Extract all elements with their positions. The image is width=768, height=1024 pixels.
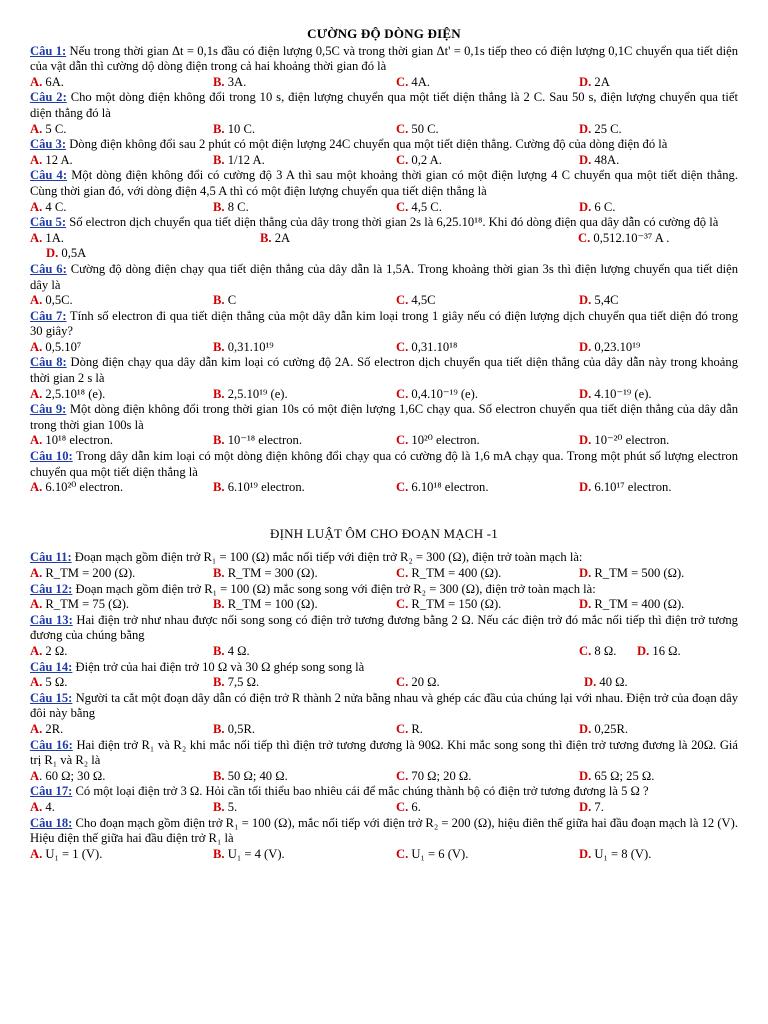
question — [30, 215, 738, 231]
option-letter: D. — [579, 566, 592, 580]
option-letter: C. — [396, 121, 409, 136]
answer-option — [213, 200, 396, 216]
answer-option — [396, 433, 579, 449]
option-letter: C. — [396, 566, 409, 580]
option-text: 3A. — [227, 74, 247, 89]
option-letter: A. — [30, 643, 43, 658]
option-text: 10 C. — [227, 121, 256, 136]
option-text: 10⁻¹⁸ electron. — [227, 433, 302, 448]
question — [30, 816, 738, 847]
answer-option — [396, 340, 579, 356]
answer-option — [579, 340, 640, 356]
question-text: Hai điện trở như nhau được nối song song có điện trở tương đương bằng 2 Ω. Nếu các điện trở đó mắc nối tiếp thì điện trở tương đương của chúng bằng — [30, 612, 738, 643]
option-letter: B. — [213, 152, 225, 167]
answer-option — [260, 231, 578, 247]
question-text: Một dòng điện không đổi có cường độ 3 A thì sau một khoảng thời gian có một điện lượng 4 C chuyển qua một tiết diện thẳng. Cùng thời gian đó, với dòng điện 4,5 A thì có một điện lượng chuyển qua tiết diện thẳng là — [30, 168, 738, 198]
question-number: Câu 17: — [30, 784, 73, 799]
answer-option — [396, 566, 579, 582]
question — [30, 90, 738, 121]
option-letter: D. — [579, 199, 592, 214]
question — [30, 137, 738, 153]
option-letter: B. — [213, 121, 225, 136]
question — [30, 309, 738, 340]
answer-option — [213, 597, 396, 613]
option-text: 0,2 A. — [411, 152, 442, 167]
option-letter: D. — [579, 293, 592, 308]
question-text: Dòng điện không đổi sau 2 phút có một điện lượng 24C chuyển qua một tiết diện thẳng. Cường độ của dòng điện đó là — [69, 137, 668, 152]
option-text: 50 C. — [411, 121, 439, 136]
question-number: Câu 1: — [30, 43, 67, 58]
answer-option — [396, 722, 579, 738]
answer-option — [30, 566, 213, 582]
option-letter: A. — [30, 386, 43, 401]
answer-option — [579, 566, 684, 582]
option-text: 0,5C. — [45, 293, 73, 308]
answer-option — [637, 644, 681, 660]
option-text: R_TM = 400 (Ω). — [411, 566, 502, 580]
question-number: Câu 13: — [30, 612, 73, 627]
option-text: 4.10⁻¹⁹ (e). — [594, 386, 652, 401]
answer-option — [579, 847, 651, 863]
answer-options — [30, 722, 738, 738]
option-text: 4 Ω. — [227, 643, 250, 658]
answer-option — [30, 231, 260, 247]
option-letter: A. — [30, 799, 43, 814]
option-text: 8 C. — [227, 199, 249, 214]
answer-option — [30, 433, 213, 449]
question-text: Hai điện trở R₁ và R₂ khi mắc nối tiếp thì điện trở tương đương là 90Ω. Khi mắc song song thì điện trở tương đương là 20Ω. Giá trị R₁ và R₂ là — [30, 737, 739, 768]
option-letter: C. — [396, 675, 409, 690]
answer-option — [396, 200, 579, 216]
question-text: Nếu trong thời gian Δt = 0,1s đầu có điện lượng 0,5C và trong thời gian Δt' = 0,1s tiếp theo có điện lượng 0,1C chuyển qua tiết diện của vật dẫn thì cường dộ dòng điện trong cả hai khoảng thời gian đó là — [30, 43, 738, 74]
option-text: U₁ = 1 (V). — [45, 846, 103, 861]
question — [30, 691, 738, 722]
option-text: 4A. — [411, 74, 430, 89]
option-text: 70 Ω; 20 Ω. — [411, 768, 472, 783]
option-text: 4,5C — [411, 293, 436, 308]
option-text: 10¹⁸ electron. — [45, 433, 114, 448]
answer-option — [30, 722, 213, 738]
answer-options — [30, 800, 738, 816]
answer-option — [584, 675, 628, 691]
question-text: Trong dây dẫn kim loại có một dòng điện không đổi chạy qua có cường độ là 1,6 mA chạy qua. Trong một phút số lượng electron chuyển qua một tiết diện thẳng là — [30, 449, 739, 479]
option-text: 2A — [274, 230, 291, 245]
answer-option — [579, 153, 619, 169]
option-text: 0,31.10¹⁸ — [411, 339, 458, 354]
answer-option — [578, 231, 669, 247]
answer-option — [213, 722, 396, 738]
question-text: Cường độ dòng điện chạy qua tiết diện thẳng của dây dẫn là 1,5A. Trong khoảng thời gian 3s thì điện lượng chuyển qua tiết diện dây là — [30, 261, 738, 292]
option-text: 12 A. — [45, 152, 73, 167]
answer-option — [396, 597, 579, 613]
option-text: 25 C. — [594, 121, 622, 136]
answer-options — [30, 340, 738, 356]
option-text: 0,5A — [61, 246, 87, 261]
option-text: 6.10¹⁹ electron. — [227, 480, 305, 495]
option-text: . 60 Ω; 30 Ω. — [39, 768, 106, 783]
answer-options — [30, 231, 738, 247]
option-text: 4. — [45, 799, 55, 814]
option-letter: C. — [396, 433, 409, 448]
option-text: R_TM = 400 (Ω). — [594, 597, 685, 612]
option-letter: D. — [579, 386, 592, 401]
question — [30, 262, 738, 293]
option-letter: A. — [30, 675, 43, 690]
option-text: R_TM = 200 (Ω). — [45, 566, 136, 580]
option-text: 6.10¹⁸ electron. — [411, 480, 489, 495]
answer-option — [579, 75, 610, 91]
option-text: 48A. — [594, 152, 620, 167]
answer-option — [396, 675, 584, 691]
option-letter: B. — [213, 566, 225, 580]
option-letter: B. — [213, 675, 225, 690]
option-letter: B. — [213, 597, 225, 612]
option-letter: A — [30, 768, 40, 783]
section-title: CƯỜNG ĐỘ DÒNG ĐIỆN — [307, 26, 461, 41]
answer-options — [30, 153, 738, 169]
option-letter: B. — [213, 386, 225, 401]
question — [30, 660, 738, 676]
question-number: Câu 6: — [30, 261, 67, 276]
question-text: Tính số electron đi qua tiết diện thẳng của một dây dẫn kim loại trong 1 giây nếu có điện lượng dịch chuyển qua tiết diện đó trong 30 giây? — [30, 308, 738, 339]
option-letter: A. — [30, 480, 43, 495]
answer-option — [213, 387, 396, 403]
answer-option — [213, 293, 396, 309]
answer-option — [579, 644, 637, 660]
option-text: 6.10¹⁷ electron. — [594, 480, 672, 495]
option-text: 40 Ω. — [599, 675, 628, 690]
option-letter: B. — [213, 721, 225, 736]
option-text: 7,5 Ω. — [227, 675, 260, 690]
option-text: 1A. — [45, 230, 64, 245]
answer-option — [213, 566, 396, 582]
question — [30, 168, 738, 199]
option-letter: C. — [396, 152, 409, 167]
answer-option — [579, 122, 622, 138]
option-text: R_TM = 500 (Ω). — [594, 566, 685, 580]
answer-option — [579, 433, 669, 449]
option-text: 6A. — [45, 74, 64, 89]
question-number: Câu 16: — [30, 737, 73, 752]
answer-option — [396, 769, 579, 785]
answer-option — [213, 433, 396, 449]
question — [30, 738, 738, 769]
option-text: 10⁻²⁰ electron. — [594, 433, 670, 448]
answer-options — [30, 769, 738, 785]
option-letter: C. — [396, 293, 409, 308]
question-number: Câu 11: — [30, 550, 72, 565]
option-letter: D. — [579, 339, 592, 354]
answer-option — [213, 75, 396, 91]
question — [30, 784, 738, 800]
question-text: Dòng điện chạy qua dây dẫn kim loại có cường độ 2A. Số electron dịch chuyển qua tiết diện thẳng của dây dẫn này trong khoảng thời gian 2 s là — [30, 355, 738, 386]
option-letter: B. — [213, 74, 225, 89]
question-text: Cho một dòng điện không đổi trong 10 s, điện lượng chuyển qua một tiết diện thẳng là 2 C. Sau 50 s, điện lượng chuyển qua tiết diện thẳng đó là — [30, 90, 738, 120]
option-letter: D. — [579, 721, 592, 736]
answer-options — [30, 387, 738, 403]
option-letter: C. — [396, 846, 409, 861]
answer-options — [30, 433, 738, 449]
question-text: Đoạn mạch gồm điện trở R₁ = 100 (Ω) mắc song song với điện trở R₂ = 300 (Ω), điện trở toàn mạch là: — [75, 581, 596, 596]
answer-option — [396, 847, 579, 863]
answer-option — [579, 200, 615, 216]
option-letter: B. — [260, 230, 272, 245]
answer-options — [30, 293, 738, 309]
question-number: Câu 15: — [30, 690, 73, 705]
question-text: Người ta cắt một đoạn dây dẫn có điện trở R thành 2 nửa bằng nhau và ghép các đầu của chúng lại với nhau. Điện trở của đoạn dây đôi này bằng — [30, 690, 738, 721]
question-text: Điện trở của hai điện trở 10 Ω và 30 Ω ghép song song là — [75, 659, 365, 674]
option-text: 5. — [227, 799, 238, 814]
question-number: Câu 9: — [30, 402, 67, 417]
option-letter: A. — [30, 230, 43, 245]
option-text: U₁ = 8 (V). — [594, 846, 652, 861]
answer-option — [396, 800, 579, 816]
option-text: 0,25R. — [594, 721, 628, 736]
answer-options — [30, 644, 738, 660]
option-letter: A. — [30, 339, 43, 354]
answer-option — [213, 153, 396, 169]
answer-option — [30, 293, 213, 309]
answer-option — [579, 597, 684, 613]
option-letter: C. — [396, 768, 409, 783]
answer-option — [213, 769, 396, 785]
option-letter: A. — [30, 152, 43, 167]
answer-option — [396, 480, 579, 496]
option-letter: B. — [213, 199, 225, 214]
option-text: 0,5.10⁷ — [45, 339, 82, 354]
option-letter: B. — [213, 339, 225, 354]
answer-options — [30, 75, 738, 91]
option-text: R_TM = 300 (Ω). — [227, 566, 318, 580]
answer-option — [396, 293, 579, 309]
option-text: R. — [411, 721, 423, 736]
answer-options — [30, 200, 738, 216]
question-number: Câu 8: — [30, 355, 67, 370]
option-text: 5 C. — [45, 121, 67, 136]
option-text: 16 Ω. — [652, 643, 681, 658]
option-letter: A. — [30, 121, 43, 136]
question — [30, 550, 738, 566]
question — [30, 402, 738, 433]
option-text: 8 Ω. — [594, 643, 617, 658]
option-letter: B. — [213, 768, 225, 783]
option-text: 2A — [594, 74, 610, 89]
answer-option — [213, 800, 396, 816]
option-text: 1/12 A. — [227, 152, 265, 167]
answer-option — [30, 387, 213, 403]
answer-options — [30, 597, 738, 613]
option-letter: D. — [579, 846, 592, 861]
option-letter: B. — [213, 293, 225, 308]
option-text: 6. — [411, 799, 421, 814]
question-number: Câu 2: — [30, 90, 67, 105]
option-letter: C. — [396, 597, 409, 612]
option-letter: A. — [30, 566, 43, 580]
answer-option — [396, 387, 579, 403]
option-letter: A. — [30, 199, 43, 214]
answer-option — [396, 153, 579, 169]
option-text: 10²⁰ electron. — [411, 433, 480, 448]
answer-option — [30, 75, 213, 91]
option-text: 65 Ω; 25 Ω. — [594, 768, 655, 783]
option-text: 0,512.10⁻³⁷ A . — [593, 230, 670, 245]
option-text: U₁ = 4 (V). — [227, 846, 285, 861]
option-letter: C. — [396, 74, 409, 89]
option-text: 4 C. — [45, 199, 67, 214]
answer-options — [30, 480, 738, 496]
option-text: 2,5.10¹⁹ (e). — [227, 386, 288, 401]
answer-option — [579, 722, 628, 738]
answer-option — [213, 675, 396, 691]
question-number: Câu 14: — [30, 659, 73, 674]
answer-option — [30, 769, 213, 785]
option-letter: A. — [30, 846, 43, 861]
option-text: 50 Ω; 40 Ω. — [227, 768, 288, 783]
option-letter: D. — [579, 433, 592, 448]
question-number: Câu 4: — [30, 168, 68, 183]
answer-options — [30, 122, 738, 138]
option-text: 6 C. — [594, 199, 616, 214]
question-text: Có một loại điện trở 3 Ω. Hỏi cần tối thiểu bao nhiêu cái để mắc chúng thành bộ có điện trở tương đương là 5 Ω ? — [75, 784, 649, 799]
question — [30, 449, 738, 480]
question — [30, 355, 738, 386]
question-number: Câu 10: — [30, 449, 73, 464]
option-letter: C. — [396, 386, 409, 401]
answer-option — [396, 75, 579, 91]
question — [30, 44, 738, 75]
answer-option — [30, 847, 213, 863]
option-text: 2 Ω. — [45, 643, 68, 658]
answer-option — [579, 769, 654, 785]
option-text: 5 Ω. — [45, 675, 68, 690]
option-text: R_TM = 100 (Ω). — [227, 597, 318, 612]
option-letter: D. — [637, 643, 650, 658]
option-text: U₁ = 6 (V). — [411, 846, 469, 861]
answer-option — [579, 800, 604, 816]
answer-option — [396, 122, 579, 138]
option-text: 0,5R. — [227, 721, 256, 736]
option-letter: A. — [30, 293, 43, 308]
option-letter: C. — [396, 721, 409, 736]
answer-option — [30, 675, 213, 691]
option-text: R_TM = 150 (Ω). — [411, 597, 502, 612]
option-letter: D. — [579, 768, 592, 783]
answer-option — [30, 597, 213, 613]
option-text: 7. — [594, 799, 604, 814]
option-letter: C. — [396, 480, 409, 495]
option-text: 0,23.10¹⁹ — [594, 339, 641, 354]
section-title: ĐỊNH LUẬT ÔM CHO ĐOẠN MẠCH -1 — [270, 525, 498, 541]
option-letter: C. — [396, 799, 409, 814]
answer-option — [30, 644, 213, 660]
question-text: Đoạn mạch gồm điện trở R₁ = 100 (Ω) mắc nối tiếp với điện trở R₂ = 300 (Ω), điện trở toàn mạch là: — [74, 550, 583, 565]
option-text: 0,4.10⁻¹⁹ (e). — [411, 386, 478, 401]
option-letter: C. — [578, 230, 591, 245]
option-letter: C. — [396, 199, 409, 214]
answer-option — [30, 153, 213, 169]
option-letter: D. — [46, 246, 59, 261]
option-text: R_TM = 75 (Ω). — [45, 597, 130, 612]
question-number: Câu 3: — [30, 137, 67, 152]
answer-option — [213, 480, 396, 496]
option-letter: A. — [30, 433, 43, 448]
answer-option — [30, 340, 213, 356]
answer-option — [30, 246, 738, 262]
question-text: Một dòng điện không đổi trong thời gian 10s có một điện lượng 1,6C chạy qua. Số electron chuyển qua tiết diện thẳng của dây dẫn trong thời gian 100s là — [30, 402, 738, 432]
option-letter: A. — [30, 721, 43, 736]
answer-option — [213, 644, 579, 660]
option-text: 4,5 C. — [411, 199, 442, 214]
option-letter: D. — [579, 480, 592, 495]
answer-option — [213, 847, 396, 863]
option-letter: B. — [213, 433, 225, 448]
option-letter: C. — [396, 339, 409, 354]
answer-option — [30, 200, 213, 216]
answer-option — [579, 480, 671, 496]
question-number: Câu 18: — [30, 815, 73, 830]
answer-option — [30, 480, 213, 496]
question-number: Câu 5: — [30, 215, 67, 230]
option-letter: D. — [579, 152, 592, 167]
answer-options — [30, 566, 738, 582]
answer-option — [213, 340, 396, 356]
option-text: 6.10²⁰ electron. — [45, 480, 124, 495]
option-letter: B. — [213, 799, 225, 814]
answer-option — [30, 122, 213, 138]
answer-options — [30, 847, 738, 863]
answer-option — [579, 293, 619, 309]
option-letter: A. — [30, 74, 43, 89]
question-text: Cho đoạn mạch gồm điện trở R₁ = 100 (Ω), mắc nối tiếp với điện trở R₂ = 200 (Ω), hiệu điên thế giữa hai đầu đoạn mạch là 12 (V). Hiệu điện thế giữa hai đầu điện trở R₁ là — [30, 815, 738, 846]
option-text: 0,31.10¹⁹ — [227, 339, 274, 354]
question — [30, 613, 738, 644]
question-number: Câu 12: — [30, 581, 73, 596]
option-text: 2R. — [45, 721, 64, 736]
option-text: C — [227, 293, 237, 308]
answer-options — [30, 675, 738, 691]
option-letter: D. — [579, 597, 592, 612]
answer-option — [579, 387, 652, 403]
option-text: 20 Ω. — [411, 675, 440, 690]
question-number: Câu 7: — [30, 308, 67, 323]
answer-option — [213, 122, 396, 138]
option-letter: D. — [584, 675, 597, 690]
option-letter: A. — [30, 597, 43, 612]
option-letter: D. — [579, 799, 592, 814]
option-letter: C. — [579, 643, 592, 658]
option-letter: D. — [579, 74, 592, 89]
option-letter: B. — [213, 480, 225, 495]
question-text: Số electron dịch chuyển qua tiết diện thẳng của dây trong thời gian 2s là 6,25.10¹⁸. Khi đó dòng điện qua dây dẫn có cường độ là — [69, 215, 719, 230]
option-letter: D. — [579, 121, 592, 136]
answer-option — [30, 800, 213, 816]
question — [30, 582, 738, 598]
option-text: 5,4C — [594, 293, 619, 308]
option-text: 2,5.10¹⁸ (e). — [45, 386, 106, 401]
option-letter: B. — [213, 643, 225, 658]
option-letter: B. — [213, 846, 225, 861]
